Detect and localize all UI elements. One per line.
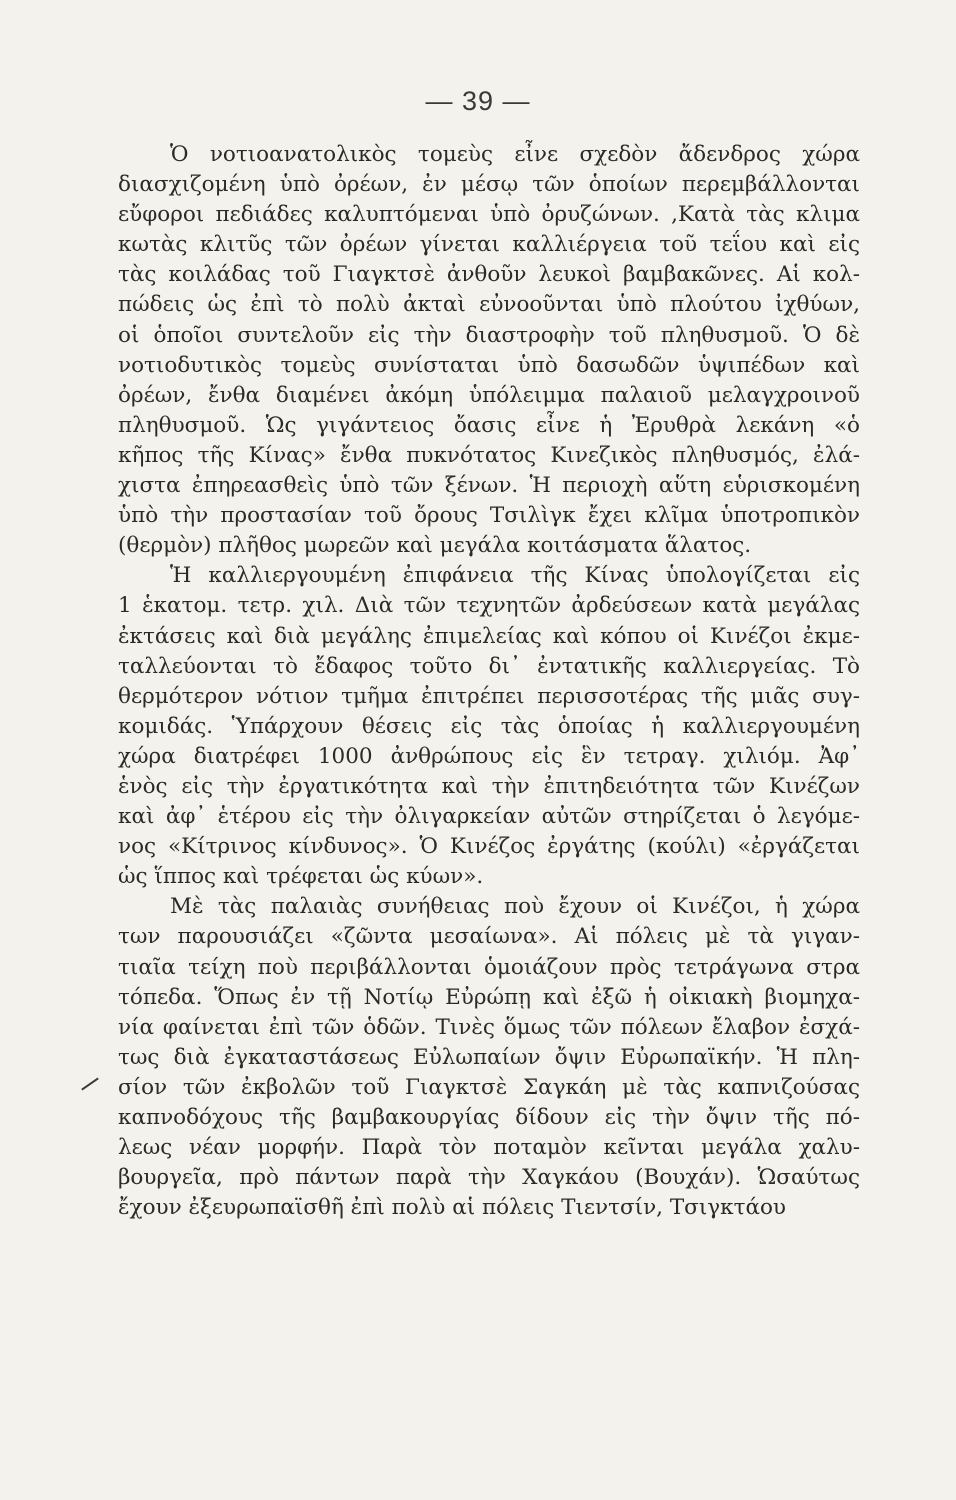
- text-line: βουργεῖα, πρὸ πάντων παρὰ τὴν Χαγκάου (Βουχάν). Ὡσαύτως: [118, 1165, 860, 1191]
- text-line: ἔχουν ἐξευρωπαϊσθῆ ἐπὶ πολὺ αἱ πόλεις Τιεντσίν, Τσιγκτάου: [118, 1195, 787, 1221]
- text-line: ταλλεύονται τὸ ἔδαφος τοῦτο δι᾽ ἐντατικῆς καλλιεργείας. Τὸ: [118, 653, 860, 679]
- text-line: διασχιζομένη ὑπὸ ὀρέων, ἐν μέσῳ τῶν ὁποίων περεμβάλλονται: [118, 172, 860, 198]
- text-line: τόπεδα. Ὅπως ἐν τῇ Νοτίῳ Εὐρώπῃ καὶ ἐξῶ ἡ οἰκιακὴ βιομηχα-: [118, 984, 860, 1010]
- text-line: των παρουσιάζει «ζῶντα μεσαίωνα». Αἱ πόλεις μὲ τὰ γιγαν-: [118, 924, 860, 950]
- text-line: οἱ ὁποῖοι συντελοῦν εἰς τὴν διαστροφὴν τοῦ πληθυσμοῦ. Ὁ δὲ: [118, 322, 860, 348]
- text-line: σίον τῶν ἐκβολῶν τοῦ Γιαγκτσὲ Σαγκάη μὲ τὰς καπνιζούσας: [118, 1074, 860, 1100]
- text-line: λεως νέαν μορφήν. Παρὰ τὸν ποταμὸν κεῖνται μεγάλα χαλυ-: [118, 1135, 860, 1161]
- text-line: χιστα ἐπηρεασθεὶς ὑπὸ τῶν ξένων. Ἡ περιοχὴ αὕτη εὑρισκομένη: [118, 473, 860, 499]
- text-line: Ἡ καλλιεργουμένη ἐπιφάνεια τῆς Κίνας ὑπολογίζεται εἰς: [170, 563, 860, 589]
- text-line: τως διὰ ἐγκαταστάσεως Εὐλωπαίων ὄψιν Εὐρωπαϊκήν. Ἡ πλη-: [118, 1044, 860, 1070]
- text-line: (θερμὸν) πλῆθος μωρεῶν καὶ μεγάλα κοιτάσματα ἅλατος.: [118, 533, 752, 559]
- text-line: τιαῖα τείχη ποὺ περιβάλλονται ὁμοιάζουν πρὸς τετράγωνα στρα: [118, 954, 860, 980]
- text-line: νοτιοδυτικὸς τομεὺς συνίσταται ὑπὸ δασωδῶν ὑψιπέδων καὶ: [118, 352, 860, 378]
- text-line: νος «Κίτρινος κίνδυνος». Ὁ Κινέζος ἐργάτης (κούλι) «ἐργάζεται: [118, 834, 860, 860]
- text-line: Ὁ νοτιοανατολικὸς τομεὺς εἶνε σχεδὸν ἄδενδρος χώρα: [170, 142, 860, 167]
- text-line: ὑπὸ τὴν προστασίαν τοῦ ὄρους Τσιλὶγκ ἔχει κλῖμα ὑποτροπικὸν: [118, 503, 860, 529]
- text-line: ἐκτάσεις καὶ διὰ μεγάλης ἐπιμελείας καὶ κόπου οἱ Κινέζοι ἐκμε-: [118, 623, 860, 649]
- text-line: χώρα διατρέφει 1000 ἀνθρώπους εἰς ἓν τετραγ. χιλιόμ. Ἀφ᾽: [118, 743, 860, 769]
- text-line: θερμότερον νότιον τμῆμα ἐπιτρέπει περισσοτέρας τῆς μιᾶς συγ-: [118, 683, 860, 709]
- text-line: Μὲ τὰς παλαιὰς συνήθειας ποὺ ἔχουν οἱ Κινέζοι, ἡ χώρα: [170, 894, 860, 920]
- text-line: εὔφοροι πεδιάδες καλυπτόμεναι ὑπὸ ὀρυζώνων. ,Κατὰ τὰς κλιμα: [118, 202, 860, 228]
- text-line: ὡς ἵππος καὶ τρέφεται ὡς κύων».: [118, 864, 484, 890]
- text-line: καὶ ἀφ᾽ ἑτέρου εἰς τὴν ὀλιγαρκείαν αὐτῶν στηρίζεται ὁ λεγόμε-: [118, 804, 860, 830]
- text-line: πληθυσμοῦ. Ὡς γιγάντειος ὄασις εἶνε ἡ Ἐρυθρὰ λεκάνη «ὁ: [118, 412, 860, 438]
- text-line: ὀρέων, ἔνθα διαμένει ἀκόμη ὑπόλειμμα παλαιοῦ μελαγχροινοῦ: [118, 382, 860, 408]
- text-line: τὰς κοιλάδας τοῦ Γιαγκτσὲ ἀνθοῦν λευκοὶ βαμβακῶνες. Αἱ κολ-: [118, 262, 860, 288]
- text-line: νία φαίνεται ἐπὶ τῶν ὁδῶν. Τινὲς ὅμως τῶν πόλεων ἔλαβον ἐσχά-: [118, 1014, 860, 1040]
- body-text: [118, 140, 860, 1223]
- text-line: 1 ἑκατομ. τετρ. χιλ. Διὰ τῶν τεχνητῶν ἀρδεύσεων κατὰ μεγάλας: [118, 593, 860, 619]
- text-line: κομιδάς. Ὑπάρχουν θέσεις εἰς τὰς ὁποίας ἡ καλλιεργουμένη: [118, 713, 860, 739]
- text-line: πώδεις ὡς ἐπὶ τὸ πολὺ ἀκταὶ εὐνοοῦνται ὑπὸ πλούτου ἰχθύων,: [118, 292, 860, 318]
- margin-mark: [81, 1077, 99, 1090]
- text-line: κῆπος τῆς Κίνας» ἔνθα πυκνότατος Κινεζικὸς πληθυσμός, ἐλά-: [118, 442, 860, 468]
- text-line: ἑνὸς εἰς τὴν ἐργατικότητα καὶ τὴν ἐπιτηδειότητα τῶν Κινέζων: [118, 773, 860, 799]
- page-number: — 39 —: [425, 86, 531, 116]
- text-line: καπνοδόχους τῆς βαμβακουργίας δίδουν εἰς τὴν ὄψιν τῆς πό-: [118, 1105, 860, 1130]
- text-line: κωτὰς κλιτῦς τῶν ὀρέων γίνεται καλλιέργεια τοῦ τεΐου καὶ εἰς: [118, 232, 860, 258]
